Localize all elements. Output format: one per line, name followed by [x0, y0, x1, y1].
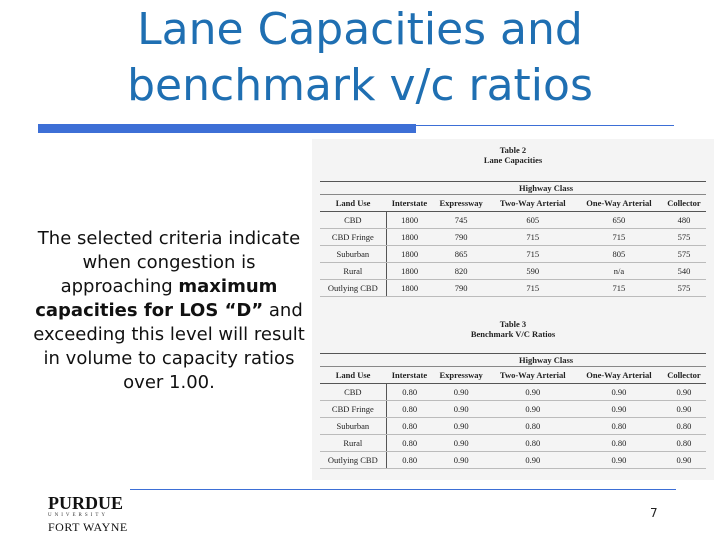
table3-cell: 0.80 — [386, 401, 433, 418]
table3-cell: 0.90 — [433, 418, 490, 435]
slide-title-line-2: benchmark v/c ratios — [127, 60, 593, 111]
table3-col-header: Expressway — [433, 367, 490, 384]
table2-cell: 1800 — [386, 246, 433, 263]
table2-cell: Outlying CBD — [320, 280, 386, 297]
benchmark-vc-ratios-table — [320, 353, 706, 469]
table2-row — [320, 280, 706, 297]
logo-line-2: UNIVERSITY — [48, 513, 108, 518]
table2-col-header: One-Way Arterial — [576, 195, 662, 212]
criteria-text-end: and exceeding this level will result in volume to capacity ratios over 1.00. — [33, 300, 305, 393]
table2-row — [320, 263, 706, 280]
table3-cell: 0.90 — [433, 452, 490, 469]
table2-cell: Suburban — [320, 246, 386, 263]
table3-cell: CBD — [320, 384, 386, 401]
table3-cell: Suburban — [320, 418, 386, 435]
table2-cell: 605 — [490, 212, 576, 229]
table2-cell: 790 — [433, 229, 490, 246]
table3-cell: 0.80 — [386, 452, 433, 469]
lane-capacities-table — [320, 181, 706, 297]
table3-cell: 0.90 — [490, 384, 576, 401]
table3-cell: 0.80 — [386, 418, 433, 435]
table3-col-header: Collector — [662, 367, 706, 384]
table2-col-header: Expressway — [433, 195, 490, 212]
table3-cell: 0.90 — [576, 384, 662, 401]
table2-col-header: Collector — [662, 195, 706, 212]
table3-col-header: Interstate — [386, 367, 433, 384]
table3-row — [320, 401, 706, 418]
table3-cell: 0.90 — [433, 401, 490, 418]
table3-row — [320, 435, 706, 452]
table3-cell: 0.90 — [662, 401, 706, 418]
table3-cell: 0.90 — [576, 401, 662, 418]
table3-col-header: One-Way Arterial — [576, 367, 662, 384]
table3-row — [320, 418, 706, 435]
table2-cell: 790 — [433, 280, 490, 297]
logo-line-1: PURDUE — [48, 493, 123, 513]
table3-cell: 0.80 — [490, 435, 576, 452]
table2-cell: 1800 — [386, 280, 433, 297]
table2-cell: 480 — [662, 212, 706, 229]
table3-row — [320, 452, 706, 469]
table3-cell: 0.90 — [433, 435, 490, 452]
table2-cell: 715 — [490, 229, 576, 246]
table2-col-header: Land Use — [320, 195, 386, 212]
table2-row — [320, 229, 706, 246]
slide-title — [0, 2, 720, 114]
purdue-fort-wayne-logo — [48, 494, 132, 536]
table3-cell: Outlying CBD — [320, 452, 386, 469]
criteria-text-bold: maximum capacities for LOS “D” — [35, 276, 278, 321]
table3-cell: 0.80 — [490, 418, 576, 435]
table2-caption — [312, 145, 714, 165]
table2-cell: 1800 — [386, 229, 433, 246]
table2-cell: 1800 — [386, 263, 433, 280]
table3-col-header: Two-Way Arterial — [490, 367, 576, 384]
table2-cell: 575 — [662, 229, 706, 246]
table3-cell: 0.90 — [576, 452, 662, 469]
footer-rule — [130, 489, 676, 490]
table2-cell: 715 — [576, 280, 662, 297]
table2-cell: n/a — [576, 263, 662, 280]
table3-caption-number: Table 3 — [499, 319, 527, 329]
table3-cell: 0.80 — [576, 435, 662, 452]
table2-group-header: Highway Class — [386, 182, 706, 195]
table2-cell: 715 — [490, 246, 576, 263]
table2-cell: 575 — [662, 246, 706, 263]
title-underline-thin — [416, 125, 674, 126]
table2-cell: 715 — [576, 229, 662, 246]
slide-title-line-1: Lane Capacities and — [137, 4, 583, 55]
table2-caption-title: Lane Capacities — [483, 155, 543, 165]
table2-col-header: Two-Way Arterial — [490, 195, 576, 212]
table3-cell: 0.90 — [662, 452, 706, 469]
table3-cell: 0.80 — [662, 418, 706, 435]
table2-cell: 715 — [490, 280, 576, 297]
title-underline-thick — [38, 124, 416, 133]
criteria-paragraph — [28, 227, 310, 395]
table3-cell: 0.90 — [662, 384, 706, 401]
table2-row — [320, 212, 706, 229]
criteria-text-start: The selected criteria indicate when congestion is approaching — [37, 228, 301, 297]
table3-cell: 0.80 — [662, 435, 706, 452]
table2-cell: 865 — [433, 246, 490, 263]
table3-caption-title: Benchmark V/C Ratios — [470, 329, 556, 339]
table2-caption-number: Table 2 — [499, 145, 527, 155]
page-number: 7 — [650, 506, 658, 520]
table2-cell: 1800 — [386, 212, 433, 229]
table3-group-header: Highway Class — [386, 354, 706, 367]
table2-cell: Rural — [320, 263, 386, 280]
table3-cell: CBD Fringe — [320, 401, 386, 418]
table2-cell: 820 — [433, 263, 490, 280]
table2-row — [320, 246, 706, 263]
table3-cell: 0.80 — [386, 435, 433, 452]
table3-cell: 0.90 — [490, 452, 576, 469]
tables-image — [312, 139, 714, 480]
table2-cell: 805 — [576, 246, 662, 263]
table2-cell: 590 — [490, 263, 576, 280]
table2-cell: 745 — [433, 212, 490, 229]
table3-caption — [312, 319, 714, 339]
table3-cell: 0.80 — [386, 384, 433, 401]
table3-cell: Rural — [320, 435, 386, 452]
table2-col-header: Interstate — [386, 195, 433, 212]
table3-col-header: Land Use — [320, 367, 386, 384]
table3-cell: 0.80 — [576, 418, 662, 435]
table3-cell: 0.90 — [433, 384, 490, 401]
table3-cell: 0.90 — [490, 401, 576, 418]
table2-cell: 540 — [662, 263, 706, 280]
table2-cell: 650 — [576, 212, 662, 229]
table2-cell: 575 — [662, 280, 706, 297]
table3-row — [320, 384, 706, 401]
table2-cell: CBD Fringe — [320, 229, 386, 246]
table2-cell: CBD — [320, 212, 386, 229]
logo-line-3: FORT WAYNE — [48, 520, 128, 534]
